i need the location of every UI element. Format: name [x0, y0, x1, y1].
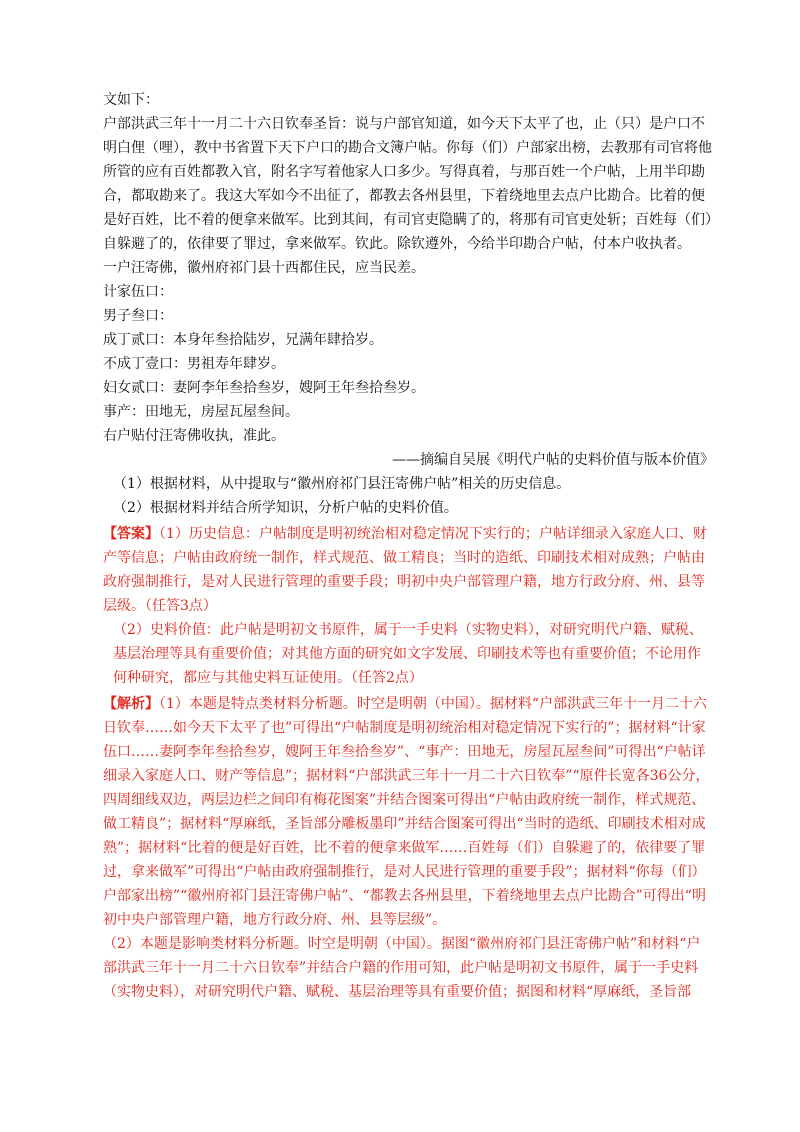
answer-section — [103, 522, 714, 690]
question-1: （1）根据材料，从中提取与“徽州府祁门县汪寄佛户帖”相关的历史信息。 — [113, 476, 571, 492]
source-line: 计家伍口： — [103, 284, 173, 300]
answer-part-1-text: （1）历史信息：户帖制度是明初统治相对稳定情况下实行的；户帖详细录入家庭人口、财产等信息；户帖由政府统一制作，样式规范、做工精良；当时的造纸、印刷技术相对成熟；户帖由政府强制推行，是对人民进行管理的重要手段；明初中央户部管理户籍，地方行政分府、州、县等层级。（任答3点） — [103, 526, 707, 614]
analysis-part-1-text: （1）本题是特点类材料分析题。时空是明朝（中国）。据材料“户部洪武三年十一月二十六日钦奉……如今天下太平了也”可得出“户帖制度是明初统治相对稳定情况下实行的”；据材料“计家伍口……妻阿李年叁拾叁岁，嫂阿王年叁拾叁岁”、“事产：田地无，房屋瓦屋叁间”可得出“户帖详细录入家庭人口、财产等信息”；据材料“户部洪武三年十一月二十六日钦奉”“原件长宽各36公分，四周细线双边，两层边栏之间印有梅花图案”并结合图案可得出“户帖由政府统一制作，样式规范、做工精良”；据材料“厚麻纸，圣旨部分雕板墨印”并结合图案可得出“当时的造纸、印刷技术相对成熟”；据材料“比着的便是好百姓，比不着的便拿来做军……百姓每（们）自躲避了的，依律要了罪过，拿来做军”可得出“户帖由政府强制推行，是对人民进行管理的重要手段”；据材料“你每（们）户部家出榜”“徽州府祁门县汪寄佛户帖”、“都教去各州县里，下着绕地里去点户比勘合”可得出“明初中央户部管理户籍，地方行政分府、州、县等层级”。 — [103, 696, 710, 928]
source-line: 事产：田地无，房屋瓦屋叁间。 — [103, 404, 299, 420]
source-line: 男子叁口： — [103, 308, 173, 324]
analysis-part-2: （2）本题是影响类材料分析题。时空是明朝（中国）。据图“徽州府祁门县汪寄佛户帖”和材料“户部洪武三年十一月二十六日钦奉”并结合户籍的作用可知，此户帖是明初文书原件，属于一手史料（实物史料），对研究明代户籍、赋税、基层治理等具有重要价值；据图和材料“厚麻纸，圣旨部 — [103, 936, 701, 1000]
source-line: 文如下： — [103, 92, 159, 108]
source-line: 妇女贰口：妻阿李年叁拾叁岁，嫂阿王年叁拾叁岁。 — [103, 380, 425, 396]
source-line: 右户贴付汪寄佛收执，准此。 — [103, 428, 285, 444]
analysis-section — [103, 692, 714, 1004]
question-2: （2）根据材料并结合所学知识，分析户帖的史料价值。 — [113, 500, 458, 516]
answer-part-1 — [103, 522, 714, 618]
analysis-part-1 — [103, 692, 714, 932]
source-line: 成丁贰口：本身年叁拾陆岁，兄满年肆拾岁。 — [103, 332, 383, 348]
analysis-tag: 【解析】 — [103, 696, 159, 712]
source-attribution: ——摘编自吴展《明代户帖的史料价值与版本价值》 — [392, 452, 714, 468]
answer-tag: 【答案】 — [103, 526, 159, 542]
source-line: 一户汪寄佛，徽州府祁门县十西都住民，应当民差。 — [103, 260, 425, 276]
source-line: 不成丁壹口：男祖寿年肆岁。 — [103, 356, 285, 372]
source-material — [103, 88, 714, 472]
answer-part-2: （2）史料价值：此户帖是明初文书原件，属于一手史料（实物史料），对研究明代户籍、赋税、基层治理等具有重要价值；对其他方面的研究如文字发展、印刷技术等也有重要价值；不论用作何种研究，都应与其他史料互证使用。（任答2点） — [113, 622, 703, 686]
source-line: 户部洪武三年十一月二十六日钦奉圣旨：说与户部官知道，如今天下太平了也，止（只）是户口不明白俚（哩），教中书省置下天下户口的勘合文簿户帖。你每（们）户部家出榜，去教那有司官将他所管的应有百姓都教入官，附名字写着他家人口多少。写得真着，与那百姓一个户帖，上用半印勘合，都取勘来了。我这大军如今不出征了，都教去各州县里，下着绕地里去点户比勘合。比着的便是好百姓，比不着的便拿来做军。比到其间，有司官吏隐瞒了的，将那有司官吏处斩；百姓每（们）自躲避了的，依律要了罪过，拿来做军。钦此。除钦遵外，今给半印勘合户帖，付本户收执者。 — [103, 116, 712, 252]
